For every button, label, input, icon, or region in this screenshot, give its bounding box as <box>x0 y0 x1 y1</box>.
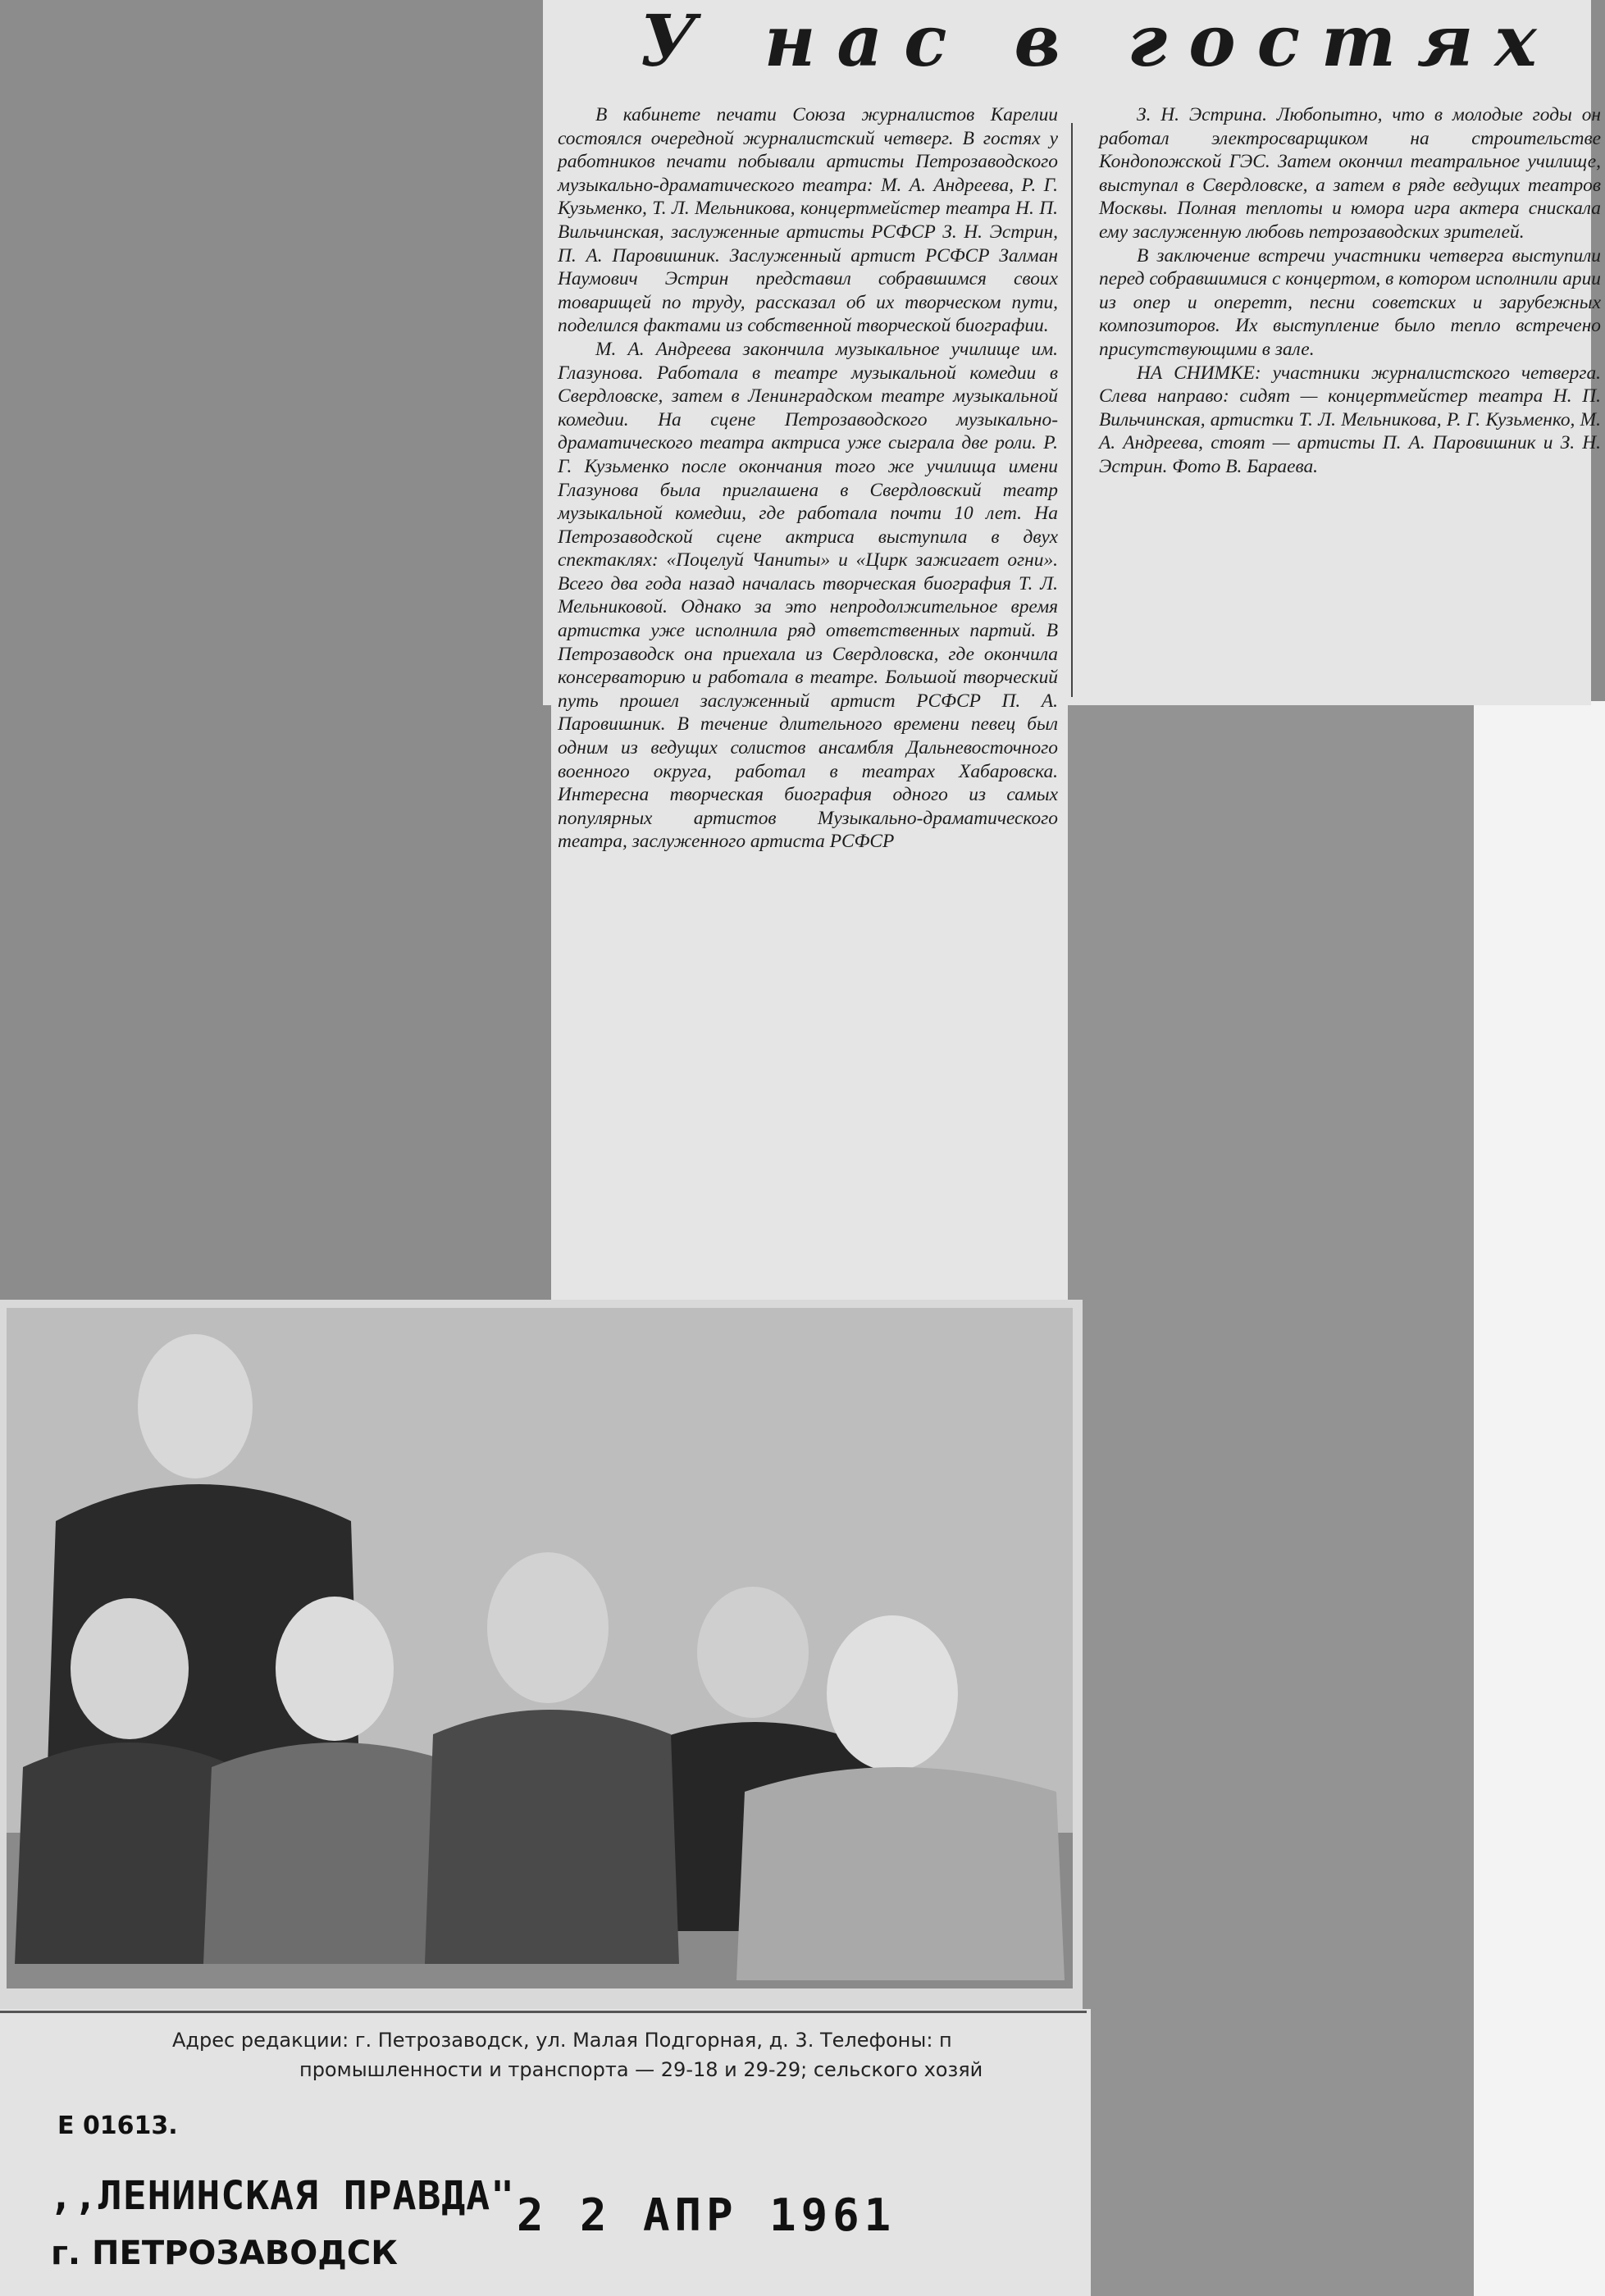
clipping-date: 2 2 АПР 1961 <box>517 2189 896 2241</box>
footer-separator <box>0 2011 1087 2013</box>
column-divider <box>1071 123 1073 697</box>
group-photo <box>7 1308 1073 1988</box>
paragraph: З. Н. Эстрина. Любопытно, что в молодые годы он работал электросварщиком на строительстве Кондопожской ГЭС. Затем окончил театральное училище, выступал в Свердловске, а затем в ряде ведущих театров Москвы. Полная теплоты и юмора игра актера снискала ему заслуженную любовь петрозаводских зрителей. <box>1099 104 1601 243</box>
address-line: промышленности и транспорта — 29-18 и 29-29; сельского хозяй <box>299 2058 983 2081</box>
group-photo-image <box>7 1308 1073 1988</box>
paragraph: В кабинете печати Союза журналистов Карелии состоялся очередной журналистский четверг. В гостях у работников печати побывали артисты Петрозаводского музыкально-драматического театра: М. А. Андреева, Р. Г. Кузьменко, Т. Л. Мельникова, концертмейстер театра Н. П. Вильчинская, заслуженные артисты РСФСР З. Н. Эстрин, П. А. Паровишник. Заслуженный артист РСФСР Залман Наумович Эстрин представил собравшимся своих товарищей по труду, рассказал об их творческом пути, поделился фактами из собственной творческой биографии. <box>558 104 1058 337</box>
background-strip <box>1474 701 1605 2296</box>
article-headline: У нас в гостях <box>640 0 1558 83</box>
address-line: Адрес редакции: г. Петрозаводск, ул. Малая Подгорная, д. 3. Телефоны: п <box>172 2029 952 2052</box>
editorial-address <box>172 2025 1083 2084</box>
article-column-2 <box>1099 103 1601 479</box>
paragraph: М. А. Андреева закончила музыкальное училище им. Глазунова. Работала в театре музыкальной комедии в Свердловске, затем в Ленинградском театре музыкальной комедии. На сцене Петрозаводского музыкально-драматического театра актриса уже сыграла две роли. Р. Г. Кузьменко после окончания того же училища имени Глазунова была приглашена в Свердловский театр музыкальной комедии, где работала почти 10 лет. На Петрозаводской сцене актриса выступила в двух спектаклях: «Поцелуй Чаниты» и «Цирк зажигает огни». Всего два года назад началась творческая биография Т. Л. Мельниковой. Однако за это непродолжительное время артистка уже исполнила ряд ответственных партий. В Петрозаводск она приехала из Свердловска, где окончила консерваторию и работала в театре. Большой творческий путь прошел заслуженный артист РСФСР П. А. Паровишник. В течение длительного времени певец был одним из ведущих солистов ансамбля Дальневосточного военного округа, работал в театрах Хабаровска. Интересна творческая биография одного из самых популярных артистов Музыкально-драматического театра, заслуженного артиста РСФСР <box>558 338 1058 853</box>
photo-caption: НА СНИМКЕ: участники журналистского четверга. Слева направо: сидят — концертмейстер театра Н. П. Вильчинская, артистки Т. Л. Мельникова, Р. Г. Кузьменко, М. А. Андреева, стоят — артисты П. А. Паровишник и З. Н. Эстрин. Фото В. Бараева. <box>1099 362 1601 477</box>
newspaper-city: г. ПЕТРОЗАВОДСК <box>51 2234 398 2272</box>
newspaper-name: ,,ЛЕНИНСКАЯ ПРАВДА" <box>49 2173 516 2219</box>
clipping-code: Е 01613. <box>57 2112 178 2140</box>
paragraph: В заключение встречи участники четверга выступили перед собравшимися с концертом, в котором исполнили арии из опер и оперетт, песни советских и зарубежных композиторов. Их выступление было тепло встречено присутствующими в зале. <box>1099 244 1601 360</box>
background-panel <box>1066 701 1474 2296</box>
article-column-1 <box>558 103 1058 854</box>
